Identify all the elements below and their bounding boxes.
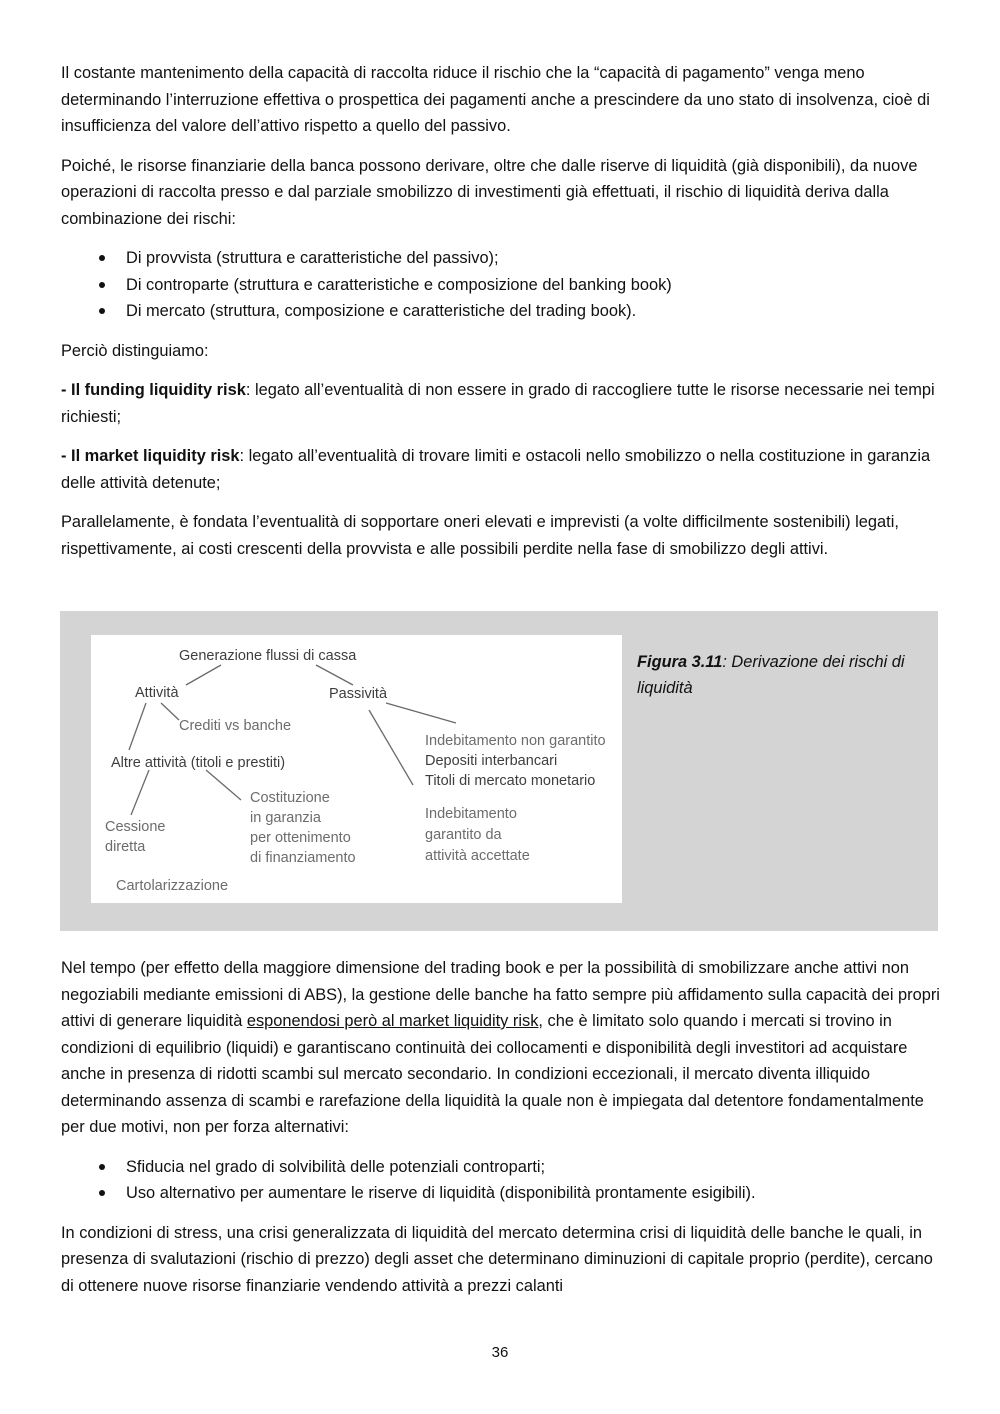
connector [316, 665, 353, 685]
diagram-depositi-label: Depositi interbancari [425, 753, 558, 769]
diagram-titoli-label: Titoli di mercato monetario [425, 773, 596, 789]
term-funding: - Il funding liquidity risk [61, 381, 246, 399]
connector [131, 770, 149, 815]
caption-label: Figura 3.11 [637, 653, 723, 671]
diagram-costituzione-label: Costituzione [250, 790, 330, 806]
diagram-cessione-label: Cessione [105, 819, 166, 835]
diagram-indebitamento-non-label: Indebitamento non garantito [425, 733, 606, 749]
list-item: Sfiducia nel grado di solvibilità delle potenziali controparti; [126, 1154, 941, 1181]
connector [369, 710, 413, 785]
definition-market [61, 443, 941, 496]
figure-box [60, 611, 938, 931]
connector [186, 665, 221, 685]
body-text-top [61, 60, 941, 575]
page-number: 36 [491, 1344, 509, 1361]
diagram-costituzione-label: in garanzia [250, 810, 321, 826]
term-market: - Il market liquidity risk [61, 447, 240, 465]
underlined-text: esponendosi però al market liquidity risk [246, 1012, 539, 1030]
definition-funding [61, 377, 941, 430]
paragraph: Parallelamente, è fondata l’eventualità di sopportare oneri elevati e imprevisti (a volte difficilmente sostenibili) legati, rispettivamente, ai costi crescenti della provvista e alle possibili perdite nella fase di smobilizzo degli attivi. [61, 513, 899, 558]
paragraph: In condizioni di stress, una crisi generalizzata di liquidità del mercato determina crisi di liquidità delle banche le quali, in presenza di svalutazioni (rischio di prezzo) degli asset che determinano diminuzioni di capitale proprio (perdite), cercano di ottenere nuove risorse finanziarie vendendo attività a prezzi calanti [61, 1223, 933, 1295]
diagram-root-label: Generazione flussi di cassa [179, 648, 357, 664]
caption-text: : Derivazione dei rischi di liquidità [637, 653, 905, 697]
body-text-bottom [61, 955, 941, 1312]
diagram-costituzione-label: per ottenimento [250, 830, 351, 846]
definition-text: : legato all’eventualità di non essere in grado di raccogliere tutte le risorse necessarie nei tempi richiesti; [61, 381, 935, 426]
diagram-costituzione-label: di finanziamento [250, 850, 356, 866]
connector [206, 770, 241, 800]
paragraph: Perciò distinguiamo: [61, 341, 209, 360]
paragraph-text: , che è limitato solo quando i mercati si trovino in condizioni di equilibrio (liquidi) e garantiscano continuità dei collocamenti e disponibilità degli investitori ad acquistare anche in presenza di ridotti scambi sul mercato secondario. In condizioni eccezionali, il mercato diventa illiquido determinando assenza di scambi e rarefazione della liquidità la quale non è impiegata dal detentore fondamentalmente per due motivi, non per forza alternativi: [61, 1012, 924, 1136]
connector [386, 703, 456, 723]
bullet-list [61, 1154, 941, 1207]
list-item: Uso alternativo per aumentare le riserve di liquidità (disponibilità prontamente esigibili). [126, 1180, 941, 1207]
diagram-cartolarizzazione-label: Cartolarizzazione [116, 878, 229, 894]
diagram-altre-label: Altre attività (titoli e prestiti) [111, 755, 286, 771]
figure-caption [637, 649, 937, 701]
paragraph-text: Nel tempo (per effetto della maggiore dimensione del trading book e per la possibilità di smobilizzare anche attivi non negoziabili mediante emissioni di ABS), la gestione delle banche ha fatto sempre più affidamento sulla capacità dei propri attivi di generare liquidità [61, 959, 940, 1030]
paragraph: Poiché, le risorse finanziarie della banca possono derivare, oltre che dalle riserve di liquidità (già disponibili), da nuove operazioni di raccolta presso e dal parziale smobilizzo di investimenti già effettuati, il rischio di liquidità deriva dalla combinazione dei rischi: [61, 156, 918, 228]
diagram-cessione-label: diretta [105, 839, 146, 855]
paragraph [61, 955, 941, 1141]
definition-text: : legato all’eventualità di trovare limiti e ostacoli nello smobilizzo o nella costituzione in garanzia delle attività detenute; [61, 447, 931, 492]
diagram-indebitamento-gar-label: garantito da [425, 827, 502, 843]
diagram-attivita-label: Attività [135, 685, 179, 701]
diagram-indebitamento-gar-label: Indebitamento [425, 806, 517, 822]
list-item: Di controparte (struttura e caratteristiche e composizione del banking book) [126, 272, 941, 299]
figure-image [91, 635, 622, 903]
list-item: Di provvista (struttura e caratteristiche del passivo); [126, 245, 941, 272]
list-item: Di mercato (struttura, composizione e caratteristiche del trading book). [126, 298, 941, 325]
bullet-list [61, 245, 941, 325]
liquidity-risk-diagram [91, 635, 622, 903]
connector [161, 703, 179, 720]
diagram-indebitamento-gar-label: attività accettate [425, 848, 530, 864]
connector [129, 703, 146, 750]
diagram-crediti-label: Crediti vs banche [179, 718, 292, 734]
diagram-passivita-label: Passività [329, 686, 388, 702]
paragraph: Il costante mantenimento della capacità di raccolta riduce il rischio che la “capacità di pagamento” venga meno determinando l’interruzione effettiva o prospettica dei pagamenti anche a prescindere da uno stato di insolvenza, cioè di insufficienza del valore dell’attivo rispetto a quello del passivo. [61, 64, 930, 135]
